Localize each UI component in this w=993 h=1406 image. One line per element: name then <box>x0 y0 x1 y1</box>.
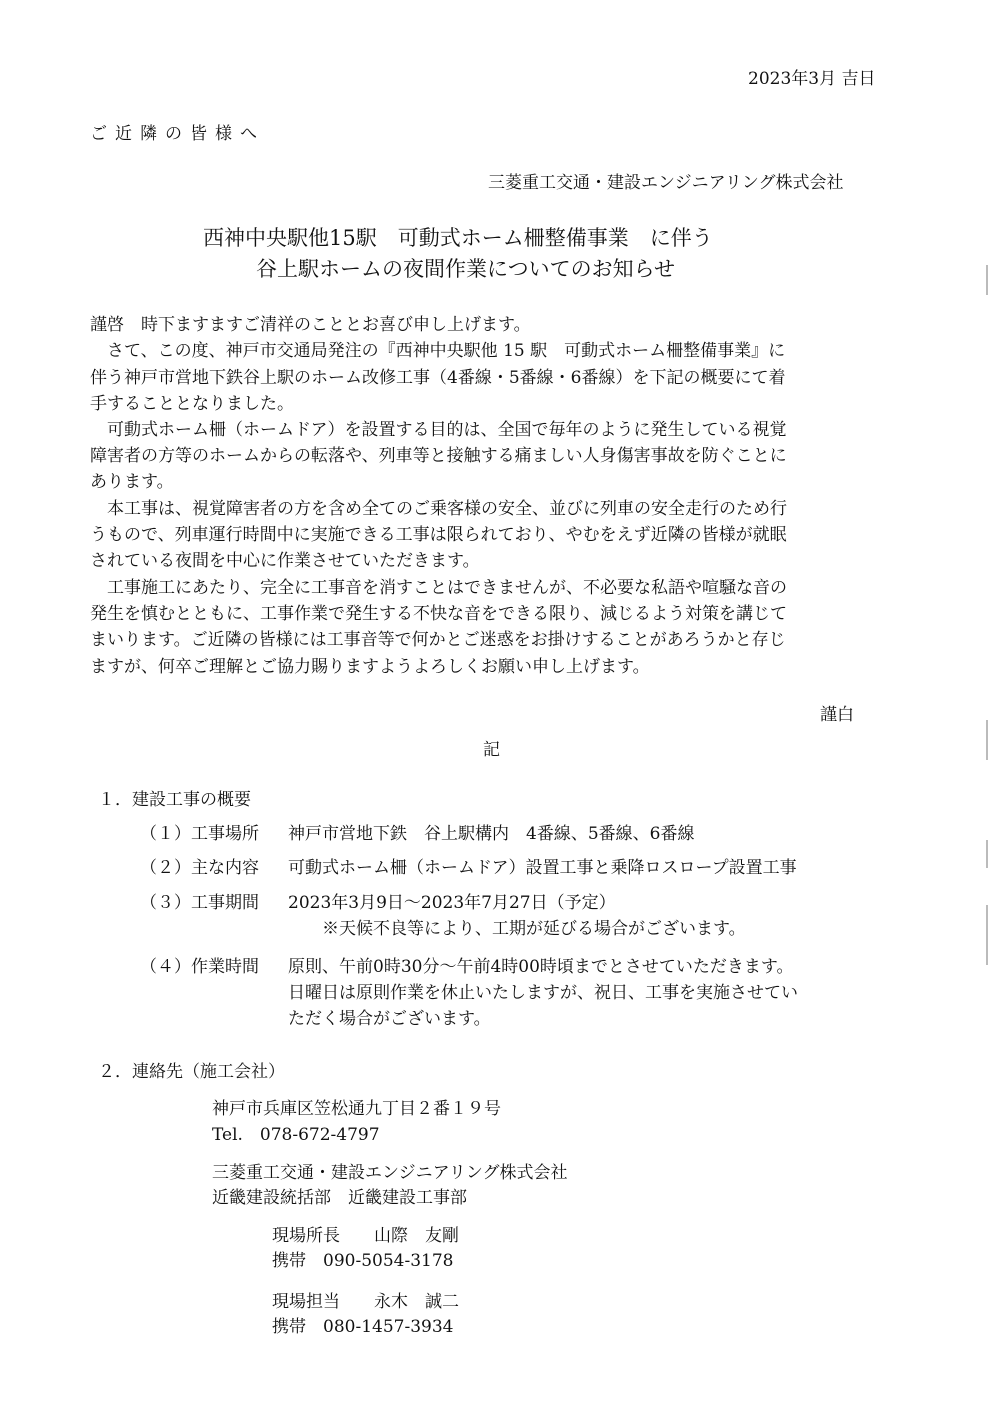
body-line: 本工事は、視覚障害者の方を含め全てのご乗客様の安全、並びに列車の安全走行のため行 <box>90 499 787 519</box>
contact-person: 現場所長 山際 友剛 <box>272 1226 459 1246</box>
body-line: 障害者の方等のホームからの転落や、列車等と接触する痛ましい人身傷害事故を防ぐことに <box>90 446 787 466</box>
addressee: ご近隣の皆様へ <box>90 124 265 144</box>
body-line: 謹啓 時下ますますご清祥のこととお喜び申し上げます。 <box>90 315 531 335</box>
item-value-note: ※天候不良等により、工期が延びる場合がございます。 <box>288 919 746 939</box>
contact-person: 現場担当 永木 誠二 <box>272 1292 459 1312</box>
sender-company: 三菱重工交通・建設エンジニアリング株式会社 <box>488 173 844 193</box>
contact-company: 三菱重工交通・建設エンジニアリング株式会社 <box>212 1163 568 1183</box>
item-value: 原則、午前0時30分～午前4時00時頃までとさせていただきます。 <box>288 957 794 977</box>
scan-edge-mark <box>986 720 988 760</box>
title-line-1: 西神中央駅他15駅 可動式ホーム柵整備事業 に伴う <box>203 226 713 250</box>
contact-mobile: 携帯 090-5054-3178 <box>272 1251 454 1271</box>
contact-address: 神戸市兵庫区笠松通九丁目２番１９号 <box>212 1099 501 1119</box>
contact-department: 近畿建設統括部 近畿建設工事部 <box>212 1188 467 1208</box>
item-label: （３）工事期間 <box>140 893 259 913</box>
contact-mobile: 携帯 080-1457-3934 <box>272 1317 454 1337</box>
body-line: ますが、何卒ご理解とご協力賜りますようよろしくお願い申し上げます。 <box>90 657 650 677</box>
body-line: さて、この度、神戸市交通局発注の『西神中央駅他 15 駅 可動式ホーム柵整備事業』に <box>90 341 786 361</box>
body-line: 可動式ホーム柵（ホームドア）を設置する目的は、全国で毎年のように発生している視覚 <box>90 420 787 440</box>
section-heading: １．建設工事の概要 <box>98 790 251 810</box>
section-heading: ２．連絡先（施工会社） <box>98 1062 285 1082</box>
body-line: 伴う神戸市営地下鉄谷上駅のホーム改修工事（4番線・5番線・6番線）を下記の概要にて着 <box>90 368 786 388</box>
scan-edge-mark <box>986 265 988 295</box>
item-value: ただく場合がございます。 <box>288 1009 491 1029</box>
document-date: 2023年3月 吉日 <box>748 69 876 89</box>
item-value: 神戸市営地下鉄 谷上駅構内 4番線、5番線、6番線 <box>288 824 695 844</box>
contact-tel: Tel. 078-672-4797 <box>212 1125 380 1145</box>
item-value: 可動式ホーム柵（ホームドア）設置工事と乗降ロスロープ設置工事 <box>288 858 797 878</box>
body-line: 工事施工にあたり、完全に工事音を消すことはできませんが、不必要な私語や喧騒な音の <box>90 578 787 598</box>
body-line: 手することとなりました。 <box>90 394 294 414</box>
item-value: 日曜日は原則作業を休止いたしますが、祝日、工事を実施させてい <box>288 983 798 1003</box>
item-label: （１）工事場所 <box>140 824 259 844</box>
body-line: あります。 <box>90 472 174 492</box>
body-line: うもので、列車運行時間中に実施できる工事は限られており、やむをえず近隣の皆様が就眠 <box>90 525 787 545</box>
ki-heading: 記 <box>483 740 500 760</box>
title-line-2: 谷上駅ホームの夜間作業についてのお知らせ <box>256 257 675 281</box>
item-value: 2023年3月9日～2023年7月27日（予定） <box>288 893 616 913</box>
body-line: されている夜間を中心に作業させていただきます。 <box>90 551 480 571</box>
closing-word: 謹白 <box>820 705 854 725</box>
scan-edge-mark <box>986 840 988 868</box>
item-label: （２）主な内容 <box>140 858 259 878</box>
item-label: （４）作業時間 <box>140 957 259 977</box>
scan-edge-mark <box>986 905 988 965</box>
body-line: まいります。ご近隣の皆様には工事音等で何かとご迷惑をお掛けすることがあろうかと存じ <box>90 630 786 650</box>
body-line: 発生を慎むとともに、工事作業で発生する不快な音をできる限り、減じるよう対策を講じて <box>90 604 787 624</box>
